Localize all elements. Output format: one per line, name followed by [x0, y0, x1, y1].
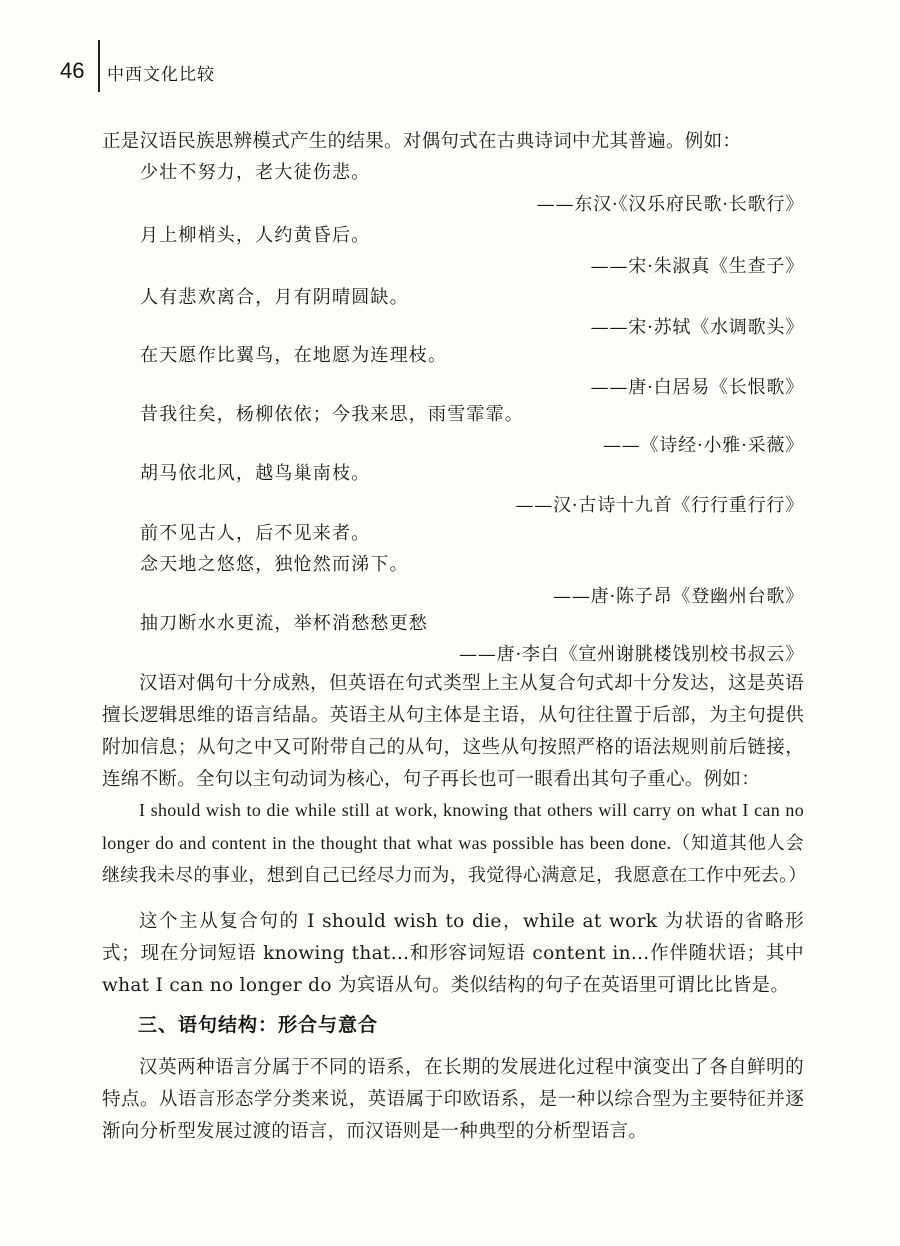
- body-paragraph: 汉英两种语言分属于不同的语系，在长期的发展进化过程中演变出了各自鲜明的特点。从语言形态学分类来说，英语属于印欧语系，是一种以综合型为主要特征并逐渐向分析型发展过渡的语言，而汉语则是一种典型的分析型语言。: [102, 1057, 804, 1142]
- page-number: 46: [60, 58, 85, 83]
- poem-line: 在天愿作比翼鸟，在地愿为连理枝。: [140, 345, 448, 366]
- english-example: I should wish to die while still at work, knowing that others will carry on what I can no longer do and content in the thought that what was possible has been done.: [102, 800, 804, 853]
- poem-line: 前不见古人，后不见来者。: [140, 523, 371, 544]
- poem-source: ——宋·朱淑真《生查子》: [590, 256, 804, 277]
- poem-line: 月上柳梢头，人约黄昏后。: [140, 225, 371, 246]
- poem-source: ——东汉·《汉乐府民歌·长歌行》: [536, 194, 804, 215]
- poem-source: ——唐·白居易《长恨歌》: [590, 377, 804, 398]
- poem-line: 胡马依北风，越鸟巢南枝。: [140, 463, 371, 484]
- poem-line: 抽刀断水水更流，举杯消愁愁更愁: [140, 613, 428, 634]
- poem-line: 少壮不努力，老大徒伤悲。: [140, 162, 371, 183]
- poem-line: 念天地之悠悠，独怆然而涕下。: [140, 554, 409, 575]
- intro-line: 正是汉语民族思辨模式产生的结果。对偶句式在古典诗词中尤其普遍。例如：: [102, 131, 742, 152]
- poem-source: ——唐·陈子昂《登幽州台歌》: [553, 586, 804, 607]
- poem-source: ——汉·古诗十九首《行行重行行》: [515, 495, 804, 516]
- body-paragraph: 汉语对偶句十分成熟，但英语在句式类型上主从复合句式却十分发达，这是英语擅长逻辑思维的语言结晶。英语主从句主体是主语，从句往往置于后部，为主句提供附加信息；从句之中又可附带自己的从句，这些从句按照严格的语法规则前后链接，连绵不断。全句以主句动词为核心，句子再长也可一眼看出其句子重心。例如：: [102, 673, 804, 790]
- body-paragraph: 这个主从复合句的 I should wish to die，while at work 为状语的省略形式；现在分词短语 knowing that…和形容词短语 content in…作伴随状语；其中 what I can no longer do 为宾语从句。类似结构的句子在英语里可谓比比皆是。: [102, 911, 804, 996]
- poem-line: 昔我往矣，杨柳依依；今我来思，雨雪霏霏。: [140, 404, 524, 425]
- poem-source: ——《诗经·小雅·采薇》: [602, 435, 804, 456]
- header-divider: [98, 40, 100, 92]
- running-title: 中西文化比较: [107, 65, 215, 85]
- english-example-paragraph: [102, 794, 807, 892]
- poem-source: ——宋·苏轼《水调歌头》: [590, 317, 804, 338]
- poem-source: ——唐·李白《宣州谢朓楼饯别校书叔云》: [459, 644, 804, 665]
- english-translation: （知道其他人会继续我未尽的事业，想到自己已经尽力而为，我觉得心满意足，我愿意在工作中死去。）: [102, 833, 807, 886]
- section-heading: 三、语句结构：形合与意合: [138, 1014, 379, 1036]
- poem-line: 人有悲欢离合，月有阴晴圆缺。: [140, 287, 409, 308]
- page-header: [60, 58, 84, 84]
